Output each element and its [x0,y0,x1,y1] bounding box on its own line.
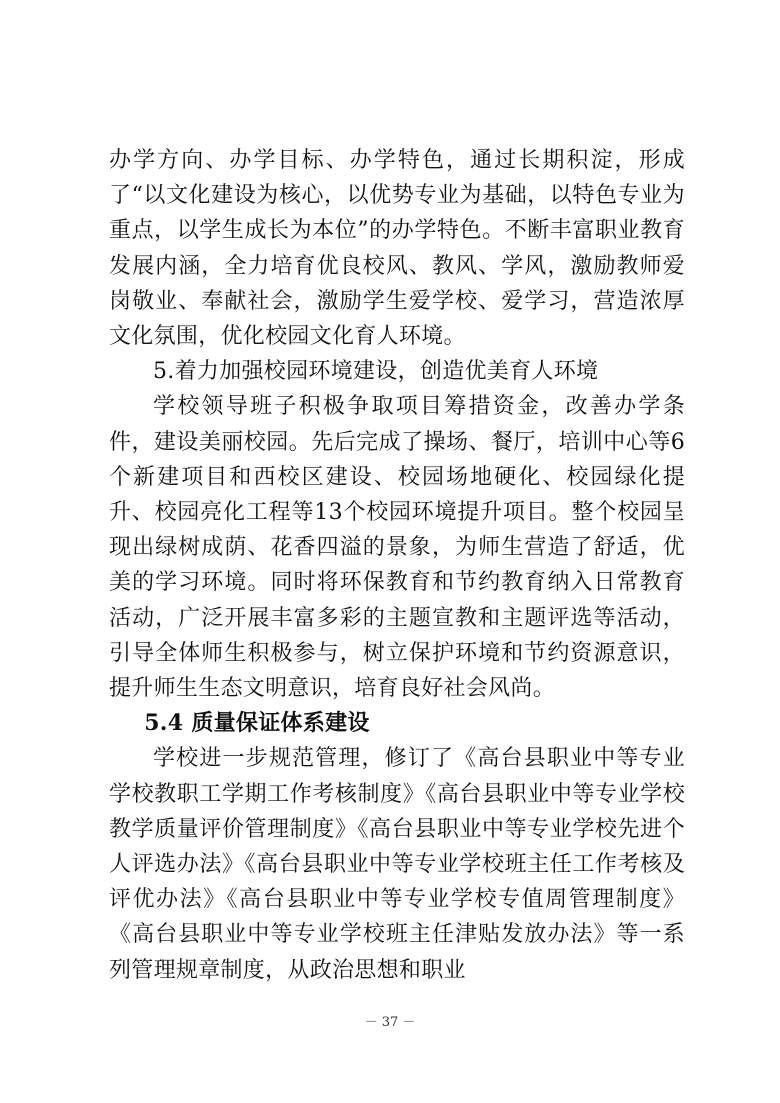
paragraph-school-culture: 办学方向、办学目标、办学特色，通过长期积淀，形成了“以文化建设为核心，以优势专业为基础，以特色专业为重点，以学生成长为本位”的办学特色。不断丰富职业教育发展内涵，全力培育优良校风、教风、学风，激励教师爱岗敬业、奉献社会，激励学生爱学校、爱学习，营造浓厚文化氛围，优化校园文化育人环境。 [109,148,685,350]
body-text [109,143,685,988]
subheading-campus-environment: 5.着力加强校园环境建设，创造优美育人环境 [153,359,599,385]
section-heading-quality-assurance: 5.4 质量保证体系建设 [144,710,370,737]
paragraph-campus-environment: 学校领导班子积极争取项目筹措资金，改善办学条件，建设美丽校园。先后完成了操场、餐厅，培训中心等6个新建项目和西校区建设、校园场地硬化、校园绿化提升、校园亮化工程等13个校园环境提升项目。整个校园呈现出绿树成荫、花香四溢的景象，为师生营造了舒适，优美的学习环境。同时将环保教育和节约教育纳入日常教育活动，广泛开展丰富多彩的主题宣教和主题评选等活动，引导全体师生积极参与，树立保护环境和节约资源意识，提升师生生态文明意识，培育良好社会风尚。 [109,394,685,702]
paragraph-quality-assurance: 学校进一步规范管理，修订了《高台县职业中等专业学校教职工学期工作考核制度》《高台县职业中等专业学校教学质量评价管理制度》《高台县职业中等专业学校先进个人评选办法》《高台县职业中等专业学校班主任工作考核及评优办法》《高台县职业中等专业学校专值周管理制度》《高台县职业中等专业学校班主任津贴发放办法》等一系列管理规章制度，从政治思想和职业 [109,746,685,983]
page-number: － 37 － [364,1015,416,1030]
